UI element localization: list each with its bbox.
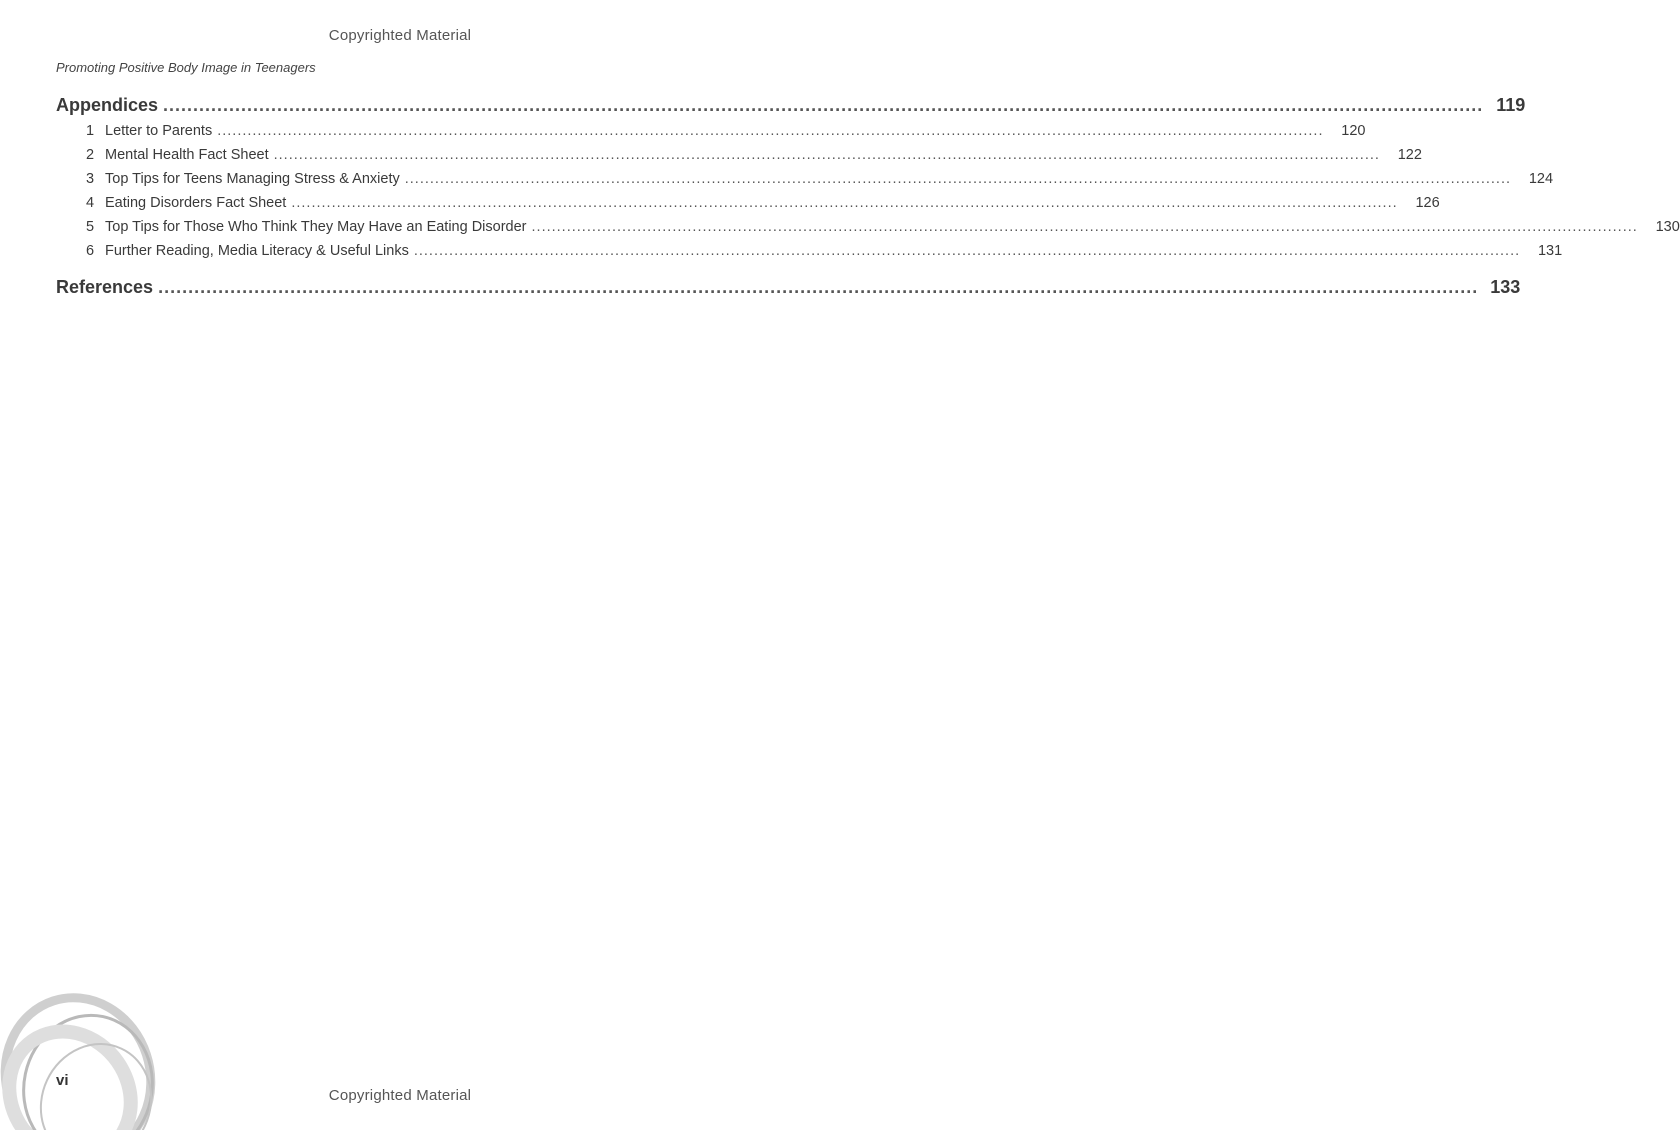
toc-subentry[interactable]	[56, 147, 1422, 171]
toc-entry-page: 119	[1496, 95, 1526, 115]
toc-spacer	[56, 267, 729, 277]
toc-subentry-page: 122	[1397, 147, 1422, 163]
toc-entry-label: References	[56, 277, 154, 297]
toc-leader-dots: ............................................................................................................................................................................................................................	[158, 277, 1479, 297]
toc-subentry[interactable]	[56, 219, 1680, 243]
toc-subentry-number: 6	[86, 243, 95, 259]
toc-leader-dots: ............................................................................................................................................................................................................................	[404, 171, 1512, 187]
toc-subentry-label: Top Tips for Those Who Think They May Have an Eating Disorder	[105, 219, 527, 235]
toc-subentry-number: 5	[86, 219, 95, 235]
toc-subentry-number: 2	[86, 147, 95, 163]
toc-subentry-page: 131	[1537, 243, 1563, 259]
toc-subentry-page: 126	[1415, 195, 1440, 211]
toc-subentry-label: Further Reading, Media Literacy & Useful Links	[105, 243, 409, 259]
running-head: Promoting Positive Body Image in Teenagers	[56, 60, 316, 75]
toc-subentry-label: Top Tips for Teens Managing Stress & Anxiety	[105, 171, 400, 187]
toc-leader-dots: ............................................................................................................................................................................................................................	[163, 95, 1484, 115]
toc-entry-references[interactable]	[56, 277, 1521, 305]
toc-leader-dots: ............................................................................................................................................................................................................................	[413, 243, 1521, 259]
toc-subentry-label: Mental Health Fact Sheet	[105, 147, 269, 163]
toc-entry-appendices[interactable]	[56, 95, 1526, 123]
decorative-swirl-icon	[0, 985, 180, 1130]
toc-subentry[interactable]	[56, 243, 1563, 267]
toc-leader-dots: ............................................................................................................................................................................................................................	[291, 195, 1398, 211]
toc-subentry-label: Eating Disorders Fact Sheet	[105, 195, 287, 211]
toc-leader-dots: ............................................................................................................................................................................................................................	[273, 147, 1380, 163]
toc-subentry[interactable]	[56, 195, 1440, 219]
toc-subentry-number: 3	[86, 171, 95, 187]
toc-subentry-number: 1	[86, 123, 95, 139]
toc-leader-dots: ............................................................................................................................................................................................................................	[531, 219, 1638, 235]
toc-subentry-page: 130	[1655, 219, 1680, 235]
toc-subentry[interactable]	[56, 123, 1366, 147]
toc-subentry-page: 124	[1528, 171, 1554, 187]
toc-entry-label: Appendices	[56, 95, 159, 115]
toc-leader-dots: ............................................................................................................................................................................................................................	[217, 123, 1324, 139]
toc-entry-page: 133	[1490, 277, 1521, 297]
table-of-contents	[56, 95, 1680, 305]
toc-subentry[interactable]	[56, 171, 1554, 195]
copyright-watermark-bottom: Copyrighted Material	[328, 1087, 472, 1104]
toc-subentry-label: Letter to Parents	[105, 123, 213, 139]
copyright-watermark-top: Copyrighted Material	[328, 27, 472, 44]
toc-subentry-page: 120	[1341, 123, 1366, 139]
page-number: vi	[56, 1072, 69, 1089]
toc-subentry-number: 4	[86, 195, 95, 211]
